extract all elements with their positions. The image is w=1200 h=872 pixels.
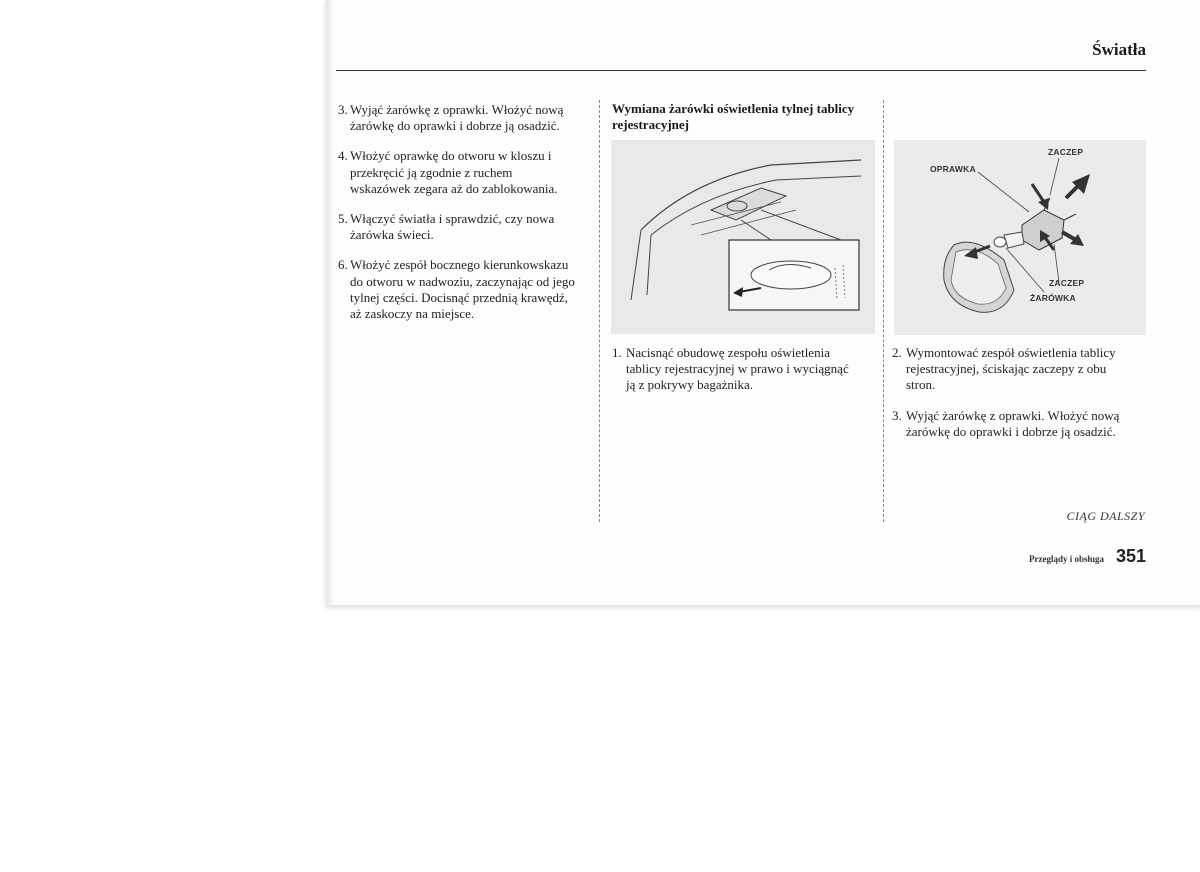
step-number: 3.: [892, 407, 902, 423]
step-number: 3.: [338, 102, 348, 117]
footer-section-label: Przeglądy i obsługa: [1028, 554, 1104, 564]
step-number: 1.: [612, 345, 622, 360]
step-item: [338, 211, 588, 243]
section-heading: Wymiana żarówki oświetlenia tylnej tablicy rejestracyjnej: [612, 101, 855, 132]
figure-label-clip-bottom: ZACZEP: [1049, 278, 1085, 288]
step-number: 2.: [892, 345, 902, 360]
step-number: 5.: [338, 211, 348, 227]
page-number: 351: [1115, 546, 1146, 566]
step-text: Włożyć oprawkę do otworu w kloszu i przekręcić ją zgodnie z ruchem wskazówek zegara aż do zablokowania.: [350, 148, 558, 196]
trunk-lid-drawing: [611, 140, 875, 334]
step-text: Włączyć światła i sprawdzić, czy nowa żarówka świeci.: [350, 211, 555, 243]
trunk-lid-illustration: [611, 140, 875, 334]
bulb-holder-illustration: [894, 140, 1146, 335]
manual-page: [325, 0, 1200, 605]
right-steps: [892, 345, 1148, 454]
step-item: [612, 345, 872, 394]
step-text: Wymontować zespół oświetlenia tablicy rejestracyjnej, ściskając zaczepy z obu stron.: [906, 345, 1116, 393]
step-number: 6.: [338, 257, 348, 273]
step-item: [338, 102, 588, 134]
step-text: Nacisnąć obudowę zespołu oświetlenia tablicy rejestracyjnej w prawo i wyciągnąć ją z pokrywy bagażnika.: [626, 345, 849, 393]
page-title: Światła: [1092, 40, 1146, 59]
column-divider: [883, 100, 884, 522]
step-item: [892, 408, 1148, 440]
step-item: [338, 148, 588, 197]
header-rule: [336, 70, 1146, 71]
figure-label-holder: OPRAWKA: [930, 164, 976, 174]
column-divider: [599, 100, 600, 522]
step-text: Wyjąć żarówkę z oprawki. Włożyć nową żarówkę do oprawki i dobrze ją osadzić.: [350, 102, 564, 134]
figure-label-clip-top: ZACZEP: [1048, 147, 1084, 157]
middle-steps: [612, 345, 872, 408]
step-item: [338, 257, 588, 322]
continue-label: CIĄG DALSZY: [1066, 509, 1145, 523]
step-number: 4.: [338, 148, 348, 164]
step-text: Włożyć zespół bocznego kierunkowskazu do otworu w nadwoziu, zaczynając od jego tylnej części. Docisnąć przednią krawędź, aż zaskoczy na miejsce.: [350, 257, 575, 322]
figure-label-bulb: ŻARÓWKA: [1030, 293, 1076, 303]
left-steps: [338, 102, 588, 336]
step-text: Wyjąć żarówkę z oprawki. Włożyć nową żarówkę do oprawki i dobrze ją osadzić.: [906, 407, 1120, 439]
step-item: [892, 345, 1148, 394]
